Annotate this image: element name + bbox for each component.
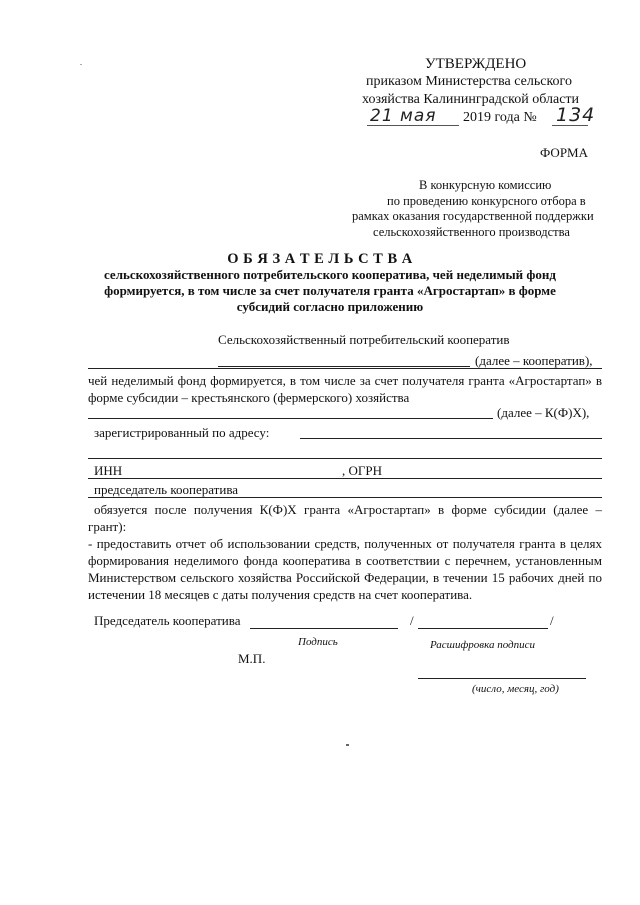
approval-date-underline [367,125,459,126]
obligation-item: - предоставить отчет об использовании средств, полученных от получателя гранта в целях формирования неделимого фонда кооператива в соответствии с перечнем, установленным Министерством сельского хозяйства Российской Федерации, в течении 15 рабочих дней по истечении 18 месяцев с даты получения средств на счет кооператива. [88,536,602,602]
obligation-text: обязуется после получения К(Ф)Х гранта «Агростартап» в форме субсидии (далее – грант): [88,502,602,534]
date-field [418,678,586,679]
chairman-field [88,497,602,498]
kfh-suffix: (далее – К(Ф)Х), [497,405,590,420]
approval-line-1: приказом Министерства сельского [366,74,572,89]
coop-name-field [218,366,470,367]
approval-year-text: 2019 года № [463,110,537,125]
decode-slash-close: / [550,613,554,628]
coop-full-line [88,368,602,369]
scan-speck [80,64,82,65]
address-label: зарегистрированный по адресу: [94,425,270,440]
addressee-line-4: сельскохозяйственного производства [373,225,570,239]
fund-text: чей неделимый фонд формируется, в том числе за счет получателя гранта «Агростартап» в форме субсидии – крестьянского (фермерского) хозяйства [88,373,602,405]
signature-field [250,628,398,629]
date-caption: (число, месяц, год) [472,683,559,695]
form-label: ФОРМА [540,145,588,160]
document-subtitle-3: субсидий согласно приложению [236,299,424,314]
decode-field [418,628,548,629]
address-field-2 [88,458,602,459]
inn-ogrn-field [88,478,602,479]
ogrn-label: , ОГРН [342,463,383,478]
approval-date-handwritten: 21 мая [370,106,437,126]
kfh-name-field [88,418,493,419]
inn-label: ИНН [94,463,123,478]
approval-title: УТВЕРЖДЕНО [425,56,527,72]
decode-caption: Расшифровка подписи [430,639,535,651]
approval-number-underline [552,125,588,126]
addressee-line-2: по проведению конкурсного отбора в [387,194,586,208]
signature-caption: Подпись [298,636,338,648]
scan-speck [346,744,349,746]
coop-label: Сельскохозяйственный потребительский кооператив [218,332,510,347]
addressee-line-1: В конкурсную комиссию [419,178,552,192]
chairman-label: председатель кооператива [94,482,239,497]
addressee-line-3: рамках оказания государственной поддержки [352,209,594,223]
stamp-label: М.П. [238,651,266,666]
document-subtitle-2: формируется, в том числе за счет получателя гранта «Агростартап» в форме [104,283,556,298]
approval-number-handwritten: 134 [556,104,596,126]
document-title: О Б Я З А Т Е Л Ь С Т В А [227,251,413,267]
approval-line-2: хозяйства Калининградской области [362,92,580,107]
document-subtitle-1: сельскохозяйственного потребительского кооператива, чей неделимый фонд [104,267,556,282]
signature-label: Председатель кооператива [94,613,241,628]
decode-slash-open: / [410,613,414,628]
address-field-1 [300,438,602,439]
coop-suffix: (далее – кооператив), [475,353,593,368]
